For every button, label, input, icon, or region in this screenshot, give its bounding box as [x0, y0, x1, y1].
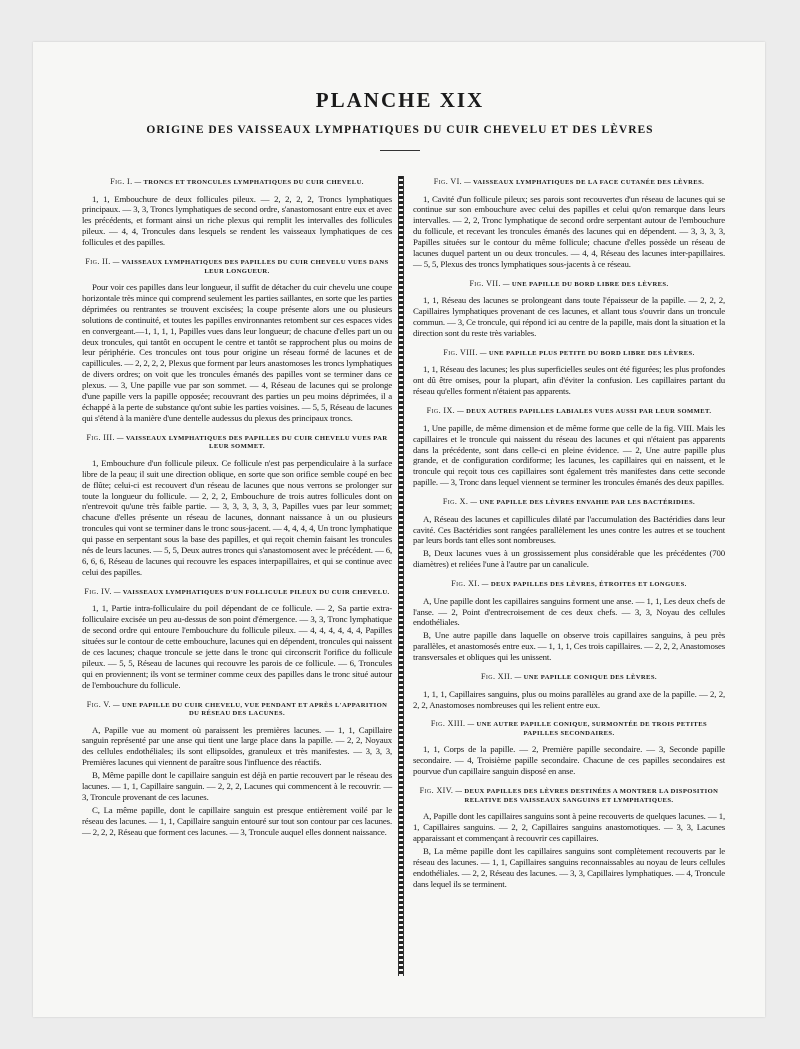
figure-heading-text: — DEUX PAPILLES DES LÈVRES, ÉTROITES ET LONGUES. [481, 581, 687, 589]
figure-section [413, 178, 725, 270]
figure-section [413, 349, 725, 397]
legend-paragraph: A, Réseau des lacunes et capillicules dilaté par l'accumulation des Bactéridies dans leur cavité. Ces Bactéridies sont rangées parallèlement les unes contre les autres et se touchent par leurs bords tant elles sont nombreuses. [413, 513, 725, 546]
figure-legend [413, 811, 725, 889]
legend-paragraph: 1, 1, 1, Capillaires sanguins, plus ou moins parallèles au grand axe de la papille. — 2, 2, 2, 2, Anastomoses nombreuses qui les relient entre eux. [413, 688, 725, 710]
figure-legend [82, 725, 392, 838]
figure-legend [413, 194, 725, 270]
figure-number: Fig. II. [85, 257, 111, 267]
figure-section [413, 673, 725, 710]
figure-section [413, 720, 725, 777]
figure-section [413, 407, 725, 488]
figure-heading-text: — UNE AUTRE PAPILLE CONIQUE, SURMONTÉE DE TROIS PETITES PAPILLES SECONDAIRES. [467, 721, 708, 737]
figure-number: Fig. XIII. [430, 719, 466, 729]
figure-number: Fig. XII. [481, 672, 513, 682]
figure-number: Fig. III. [86, 432, 115, 442]
figure-legend [413, 423, 725, 488]
figure-heading [413, 349, 725, 359]
figure-heading-text: — UNE PAPILLE CONIQUE DES LÈVRES. [514, 674, 657, 682]
figure-heading [82, 258, 392, 276]
figure-heading [413, 580, 725, 590]
legend-paragraph: B, Une autre papille dans laquelle on observe trois capillaires sanguins, à peu près parallèles, et anastomosés entre eux. — 1, 1, 1, Ces trois capillaires. — 2, 2, 2, Anastomoses transversales et obliques qui les unissent. [413, 630, 725, 663]
legend-paragraph: A, Papille dont les capillaires sanguins sont à peine recouverts de quelques lacunes. — 1, 1, Capillaires sanguins. — 2, 2, Capillaires sanguins anastomotiques. — 3, 3, Lacunes apparaissant et commençant à recouvrir ces capillaires. [413, 811, 725, 843]
figure-heading [413, 280, 725, 290]
figure-heading [413, 787, 725, 805]
figure-number: Fig. VIII. [443, 347, 478, 357]
right-column [413, 178, 725, 899]
figure-section [413, 580, 725, 663]
legend-paragraph: 1, Embouchure d'un follicule pileux. Ce follicule n'est pas perpendiculaire à la surface libre de la peau; il suit une direction oblique, en sorte que son orifice semble coupé en bec de flûte; celui-ci est recouvert d'un réseau de lacunes que nous verrons se prolonger sur toute la longueur du follicule. — 2, 2, 2, Embouchure de trois autres follicules dont on n'entrevoit qu'une très faible partie. — 3, 3, 3, 3, 3, 3, Papilles vues par leur sommet; chacune d'elles présente un réseau de lacunes, donnant naissance à un ou plusieurs troncules qui vont se terminer dans le tronc sous-jacent. — 4, 4, 4, 4, Un tronc lymphatique qui passe en serpentant sous la base des papilles, et qui reçoit chemin faisant les troncules nés de leurs lacunes. — 5, 5, Deux autres troncs qui s'anastomosent avec le précédent. — 6, 6, 6, 6, Réseau de lacunes qui recouvre les espaces interpapillaires, et qui se continue avec celui des papilles. [82, 457, 392, 577]
figure-legend [82, 194, 392, 249]
title-rule [380, 150, 420, 151]
figure-legend [413, 744, 725, 777]
figure-heading [82, 588, 392, 598]
legend-paragraph: B, Deux lacunes vues à un grossissement plus considérable que les précédentes (700 diamètres) et reliées l'une à l'autre par un canalicule. [413, 548, 725, 570]
figure-heading-text: — UNE PAPILLE DU CUIR CHEVELU, VUE PENDANT ET APRÈS L'APPARITION DU RÉSEAU DES LACUNES. [112, 701, 388, 718]
figure-heading [82, 434, 392, 452]
figure-heading-text: — UNE PAPILLE DES LÈVRES ENVAHIE PAR LES BACTÉRIDIES. [470, 499, 696, 507]
figure-heading-text: — UNE PAPILLE DU BORD LIBRE DES LÈVRES. [502, 280, 669, 288]
figure-section [413, 280, 725, 339]
figure-legend [413, 596, 725, 663]
legend-paragraph: Pour voir ces papilles dans leur longueur, il suffit de détacher du cuir chevelu une coupe horizontale très mince qui comprend seulement les parties saillantes, en sorte que les parties déprimées ou rentrantes se trouvent excisées; la coupe présente alors une ou plusieurs solutions de continuité, et toutes les papilles environnantes retombent sur ces espaces vides en convergeant.—1, 1, 1, 1, Papilles vues dans leur longueur; de chacune d'elles part un ou deux troncules, qui tantôt en occupent le centre et tantôt se rapprochent plus ou moins de leur périphérie. Ces troncules ont tous pour origine un réseau formé de lacunes et de capillicules. — 2, 2, 2, 2, Plexus que forment par leurs anastomoses les troncs lymphatiques de divers ordres; on voit que les troncules émanés des papilles vont se terminer dans ce plexus. — 3, Une papille vue par son sommet. — 4, Réseau de lacunes qui se prolonge d'une papille vers la papille opposée; recouvrant des parties un peu moins déprimées, il a échappé à la perte de substance qu'ont subie les parties voisines. — 5, 5, Réseau de lacunes qui s'étend à la manière d'une dentelle audessus du plexus des principaux troncs. [82, 282, 392, 423]
legend-paragraph: 1, 1, Réseau des lacunes; les plus superficielles seules ont été figurées; les plus profondes ont dû être omises, pour la plupart, afin d'éviter la confusion. Les capillaires partant du réseau qu'elles forment n'étaient pas apparents. [413, 364, 725, 397]
figure-heading-text: — DEUX AUTRES PAPILLES LABIALES VUES AUSSI PAR LEUR SOMMET. [457, 408, 712, 416]
figure-section [413, 498, 725, 570]
legend-paragraph: B, La même papille dont les capillaires sanguins sont complètement recouverts par le réseau des lacunes. — 1, 1, Capillaires sanguins reconnaissables au noyau de leurs cellules endothéliales. — 2, 2, Réseau des lacunes. — 3, 3, Capillaires lymphatiques. — 4, Troncule dans lequel ils se terminent. [413, 845, 725, 889]
figure-heading [82, 178, 392, 188]
figure-number: Fig. IX. [426, 406, 456, 416]
figure-number: Fig. VII. [469, 278, 501, 288]
legend-paragraph: B, Même papille dont le capillaire sanguin est déjà en partie recouvert par le réseau des lacunes. — 1, 1, Capillaire sanguin. — 2, 2, 2, Lacunes qui commencent à le recouvrir. — 3, Troncule provenant de ces lacunes. [82, 770, 392, 802]
figure-number: Fig. I. [110, 177, 133, 186]
figure-number: Fig. IV. [84, 586, 112, 596]
figure-heading [413, 673, 725, 683]
legend-paragraph: 1, 1, Corps de la papille. — 2, Première papille secondaire. — 3, Seconde papille secondaire. — 4, Troisième papille secondaire. Chacune de ces papilles secondaires est pourvue d'un capillaire sanguin disposé en anse. [413, 744, 725, 777]
legend-paragraph: C, La même papille, dont le capillaire sanguin est presque entièrement voilé par le réseau des lacunes. — 1, 1, Capillaire sanguin entouré sur tout son contour par ces lacunes. — 2, 2, 2, Réseau que forment ces lacunes. — 3, Troncule auquel elles donnent naissance. [82, 804, 392, 837]
figure-legend [413, 364, 725, 397]
figure-heading [413, 720, 725, 738]
legend-paragraph: 1, 1, Partie intra-folliculaire du poil dépendant de ce follicule. — 2, Sa partie extra-folliculaire excisée un peu au-dessus de son point d'émergence. — 3, 3, Tronc lymphatique de second ordre qui entoure l'embouchure du follicule pileux. — 4, 4, 4, 4, 4, 4, Papilles situées sur le contour de cette embouchure, lacunes qui en dépendent, troncules qui naissent de ces lacunes; chaque troncule se jette dans le tronc qui circonscrit l'orifice du follicule pileux. — 5, 5, Réseau de lacunes qui recouvre les parois de ce follicule. — 6, Troncules qui en proviennent; ils vont se terminer comme ceux des papilles dans le tronc situé autour de l'embouchure du follicule. [82, 603, 392, 690]
figure-legend [82, 603, 392, 690]
figure-number: Fig. VI. [433, 177, 463, 186]
figure-heading-text: — DEUX PAPILLES DES LÈVRES DESTINÉES A MONTRER LA DISPOSITION RELATIVE DES VAISSEAUX SANGUINS ET LYMPHATIQUES. [455, 788, 719, 804]
figure-legend [82, 458, 392, 578]
figure-number: Fig. XIV. [419, 786, 454, 796]
legend-paragraph: A, Une papille dont les capillaires sanguins forment une anse. — 1, 1, Les deux chefs de l'anse. — 2, Point d'entrecroisement de ces deux chefs. — 3, 3, Noyau des cellules endothéliales. [413, 595, 725, 628]
figure-section [82, 258, 392, 424]
legend-paragraph: 1, Une papille, de même dimension et de même forme que celle de la fig. VIII. Mais les capillaires et le troncule qui naissent du réseau des lacunes et qui n'étaient pas apparents dans la précédente, sont dans celle-ci en pleine évidence. — 2, Une autre papille plus grande, et de configuration cordiforme; les lacunes, les capillaires qui en naissent, et le troncule qui reçoit tous ces capillaires sont également très manifestes dans cette seconde papille. — 3, Tronc dans lequel viennent se terminer les troncules émanés des deux papilles. [413, 422, 725, 488]
plate-subtitle: ORIGINE DES VAISSEAUX LYMPHATIQUES DU CUIR CHEVELU ET DES LÈVRES [146, 124, 654, 136]
legend-paragraph: 1, 1, Réseau des lacunes se prolongeant dans toute l'épaisseur de la papille. — 2, 2, 2, Capillaires lymphatiques provenant de ces lacunes, et allant tous s'ouvrir dans un troncule commun. — 3, Ce troncule, qui répond ici au centre de la papille, mais dont la situation et la direction sont du reste très variables. [413, 295, 725, 339]
figure-heading [82, 701, 392, 719]
plate-title: PLANCHE XIX [315, 88, 485, 112]
figure-heading-text: — VAISSEAUX LYMPHATIQUES D'UN FOLLICULE PILEUX DU CUIR CHEVELU. [113, 588, 390, 596]
figure-legend [413, 689, 725, 711]
figure-legend [82, 282, 392, 424]
figure-heading-text: — UNE PAPILLE PLUS PETITE DU BORD LIBRE DES LÈVRES. [479, 349, 695, 357]
figure-heading [413, 407, 725, 417]
figure-section [82, 588, 392, 691]
figure-number: Fig. X. [442, 497, 469, 507]
figure-heading-text: — TRONCS ET TRONCULES LYMPHATIQUES DU CUIR CHEVELU. [134, 179, 364, 186]
figure-heading-text: — VAISSEAUX LYMPHATIQUES DES PAPILLES DU CUIR CHEVELU VUES DANS LEUR LONGUEUR. [112, 259, 389, 275]
figure-legend [413, 514, 725, 571]
figure-heading-text: — VAISSEAUX LYMPHATIQUES DES PAPILLES DU CUIR CHEVELU VUES PAR LEUR SOMMET. [116, 434, 388, 451]
column-divider [398, 176, 404, 976]
figure-section [413, 787, 725, 889]
figure-heading [413, 178, 725, 188]
figure-heading-text: — VAISSEAUX LYMPHATIQUES DE LA FACE CUTANÉE DES LÈVRES. [464, 179, 705, 186]
figure-number: Fig. XI. [451, 579, 480, 589]
figure-section [82, 434, 392, 578]
legend-paragraph: A, Papille vue au moment où paraissent les premières lacunes. — 1, 1, Capillaire sanguin représenté par une anse qui tient une large place dans la papille. — 2, 2, Noyaux des cellules endothéliales; ils sont ellipsoïdes, granuleux et très manifestes. — 3, 3, 3, Premières lacunes qui viennent de paraître sous l'influence des réactifs. [82, 724, 392, 768]
figure-heading [413, 498, 725, 508]
figure-section [82, 178, 392, 248]
figure-section [82, 701, 392, 838]
legend-paragraph: 1, 1, Embouchure de deux follicules pileux. — 2, 2, 2, 2, Troncs lymphatiques principaux. — 3, 3, Troncs lymphatiques de second ordre, s'anastomosant entre eux et avec les précédents, et formant ainsi un riche plexus qui remplit les intervalles des follicules pileux. — 4, 4, Troncules dans lesquels se rendent les vaisseaux lymphatiques de ces follicules et des papilles. [82, 193, 392, 248]
legend-paragraph: 1, Cavité d'un follicule pileux; ses parois sont recouvertes d'un réseau de lacunes qui se continue sur son embouchure avec celui des papilles et celui qu'on remarque dans leurs intervalles. — 2, 2, Tronc lymphatique de second ordre serpentant autour de l'embouchure du follicule, et recevant les troncules émanés des lacunes qui en dépendent. — 3, 3, 3, 3, Papilles situées sur le contour du même follicule; chacune d'elles possède un réseau de lacunes duquel partent un ou deux troncules. — 4, 4, Réseau des lacunes inter-papillaires. — 5, 5, Plexus des troncs lymphatiques sous-jacents à ce réseau. [413, 193, 725, 269]
left-column [82, 178, 392, 848]
figure-number: Fig. V. [86, 699, 111, 709]
figure-legend [413, 295, 725, 339]
